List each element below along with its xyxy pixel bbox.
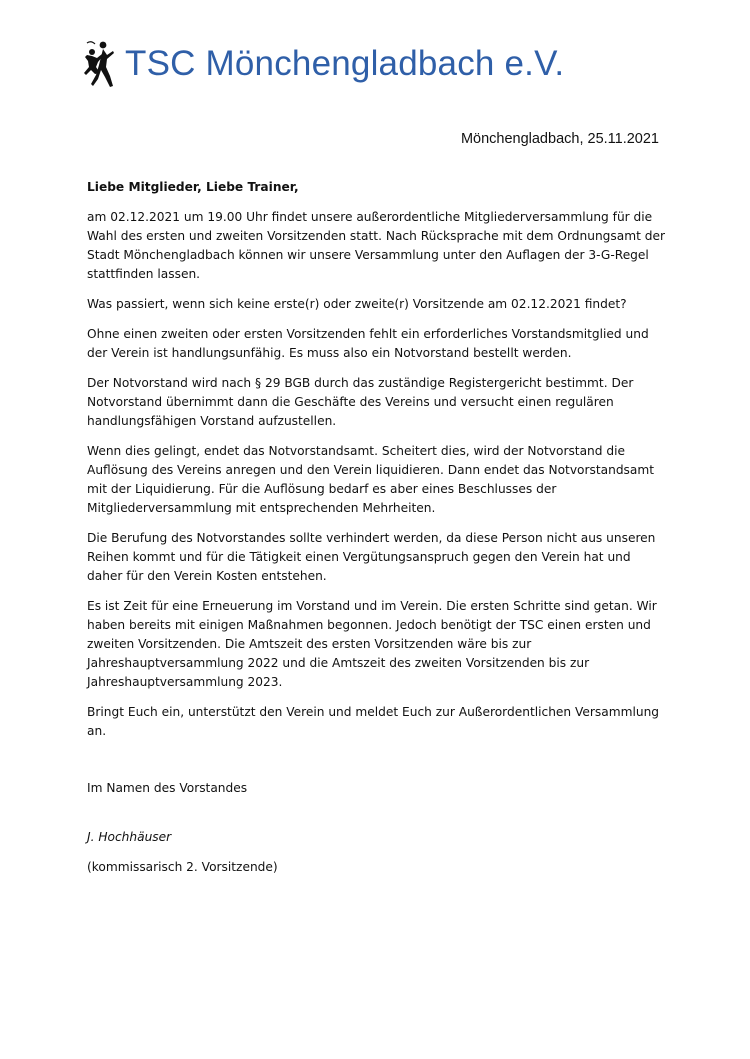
paragraph: Es ist Zeit für eine Erneuerung im Vorstand und im Verein. Die ersten Schritte sind getan. Wir haben bereits mit einigen Maßnahmen begonnen. Jedoch benötigt der TSC einen ersten und zweiten Vorsitzenden. Die Amtszeit des ersten Vorsitzenden wäre bis zur Jahreshauptversammlung 2022 und die Amtszeit des zweiten Vorsitzenden bis zur Jahreshauptversammlung 2023.	[87, 599, 657, 689]
signature-name: J. Hochhäuser	[87, 830, 172, 844]
paragraph: Wenn dies gelingt, endet das Notvorstandsamt. Scheitert dies, wird der Notvorstand die Auflösung des Vereins anregen und den Verein liquidieren. Dann endet das Notvorstandsamt mit der Liquidierung. Für die Auflösung bedarf es aber eines Beschlusses der Mitgliederversammlung mit entsprechenden Mehrheiten.	[87, 444, 655, 515]
closing-line: Im Namen des Vorstandes	[87, 781, 248, 795]
paragraph: Bringt Euch ein, unterstützt den Verein und meldet Euch zur Außerordentlichen Versammlung an.	[87, 705, 660, 738]
paragraph: am 02.12.2021 um 19.00 Uhr findet unsere außerordentliche Mitgliederversammlung für die Wahl des ersten und zweiten Vorsitzenden statt. Nach Rücksprache mit dem Ordnungsamt der Stadt Mönchengladbach können wir unsere Versammlung unter den Auflagen der 3-G-Regel stattfinden lassen.	[87, 210, 665, 281]
dancing-couple-icon	[83, 39, 117, 89]
paragraph: Ohne einen zweiten oder ersten Vorsitzenden fehlt ein erforderliches Vorstandsmitglied und der Verein ist handlungsunfähig. Es muss also ein Notvorstand bestellt werden.	[87, 327, 649, 360]
salutation: Liebe Mitglieder, Liebe Trainer,	[87, 180, 299, 194]
letter-body	[87, 178, 667, 888]
place-and-date: Mönchengladbach, 25.11.2021	[460, 131, 659, 147]
paragraph: Der Notvorstand wird nach § 29 BGB durch das zuständige Registergericht bestimmt. Der Notvorstand übernimmt dann die Geschäfte des Vereins und versucht einen regulären handlungsfähigen Vorstand aufzustellen.	[87, 376, 634, 428]
letterhead	[83, 38, 564, 90]
signature-role: (kommissarisch 2. Vorsitzende)	[87, 860, 278, 874]
paragraph: Was passiert, wenn sich keine erste(r) oder zweite(r) Vorsitzende am 02.12.2021 findet?	[87, 297, 627, 311]
paragraph: Die Berufung des Notvorstandes sollte verhindert werden, da diese Person nicht aus unseren Reihen kommt und für die Tätigkeit einen Vergütungsanspruch gegen den Verein hat und daher für den Verein Kosten entstehen.	[87, 531, 656, 583]
organization-name: TSC Mönchengladbach e.V.	[125, 44, 565, 83]
